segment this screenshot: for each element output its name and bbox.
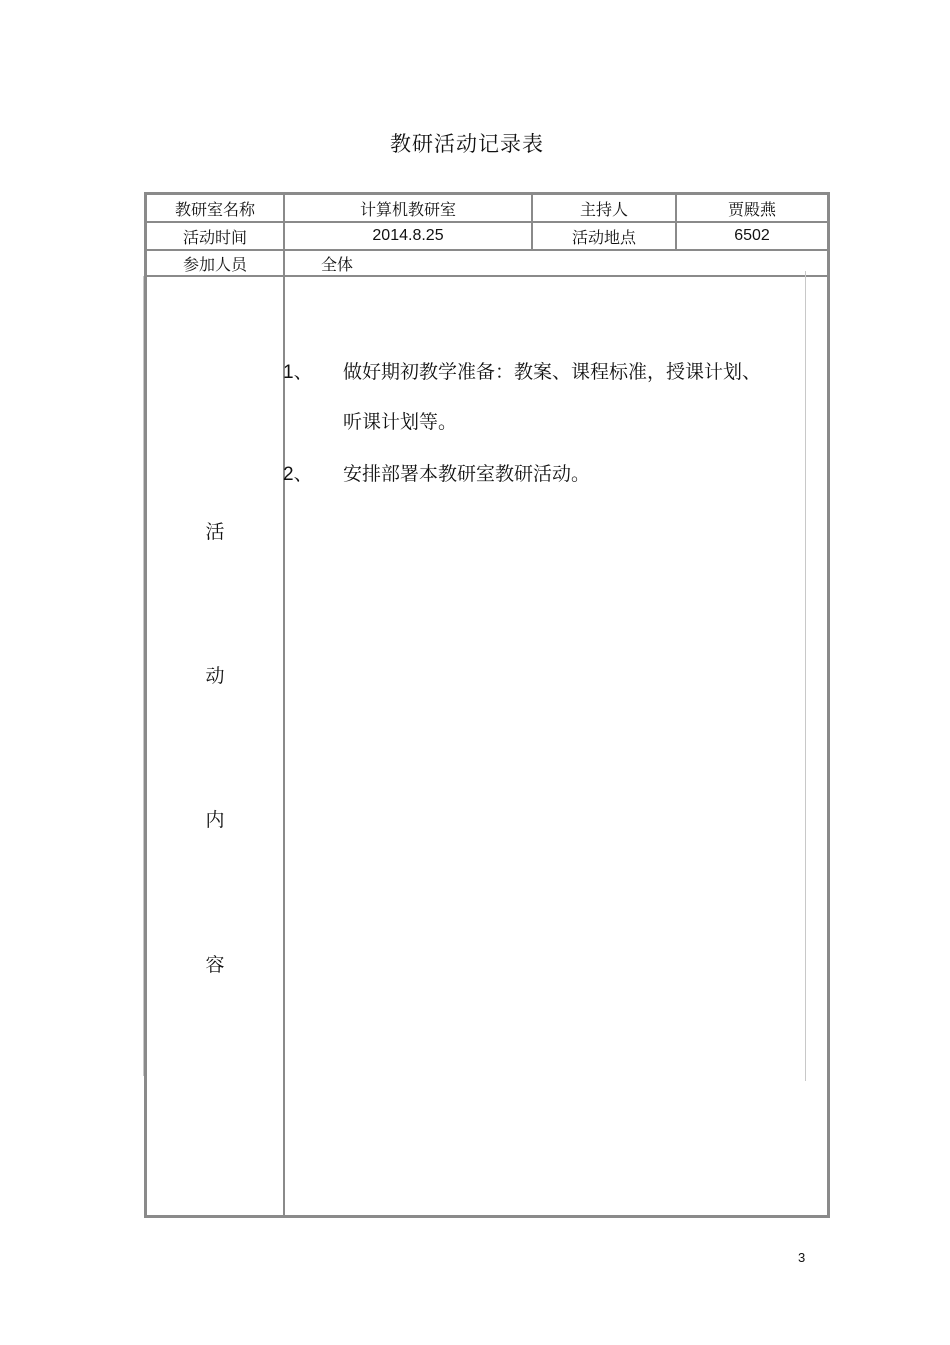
activity-content-label-cell: [146, 276, 284, 1216]
org-name-label: 教研室名称: [146, 194, 284, 222]
activity-location-label: 活动地点: [532, 222, 676, 250]
activity-time-value: 2014.8.25: [284, 222, 532, 250]
side-label-char: 容: [205, 954, 225, 976]
activity-content-cell: [284, 276, 828, 1216]
org-name-value: 计算机教研室: [284, 194, 532, 222]
page-number: 3: [798, 1250, 806, 1265]
item-text-line: 安排部署本教研室教研活动。: [343, 463, 591, 485]
side-label-char: 动: [205, 665, 225, 687]
page-title: 教研活动记录表: [390, 132, 544, 156]
item-text-line: 做好期初教学准备：教案、课程标准，授课计划、: [343, 361, 762, 383]
scan-line: [143, 276, 144, 1076]
record-table: [144, 192, 830, 1218]
host-value: 贾殿燕: [676, 194, 828, 222]
participants-label: 参加人员: [146, 250, 284, 276]
activity-location-value: 6502: [676, 222, 828, 250]
host-label: 主持人: [532, 194, 676, 222]
scan-line: [805, 271, 806, 1081]
side-label-char: 活: [205, 521, 225, 543]
item-number: 2、: [283, 464, 313, 485]
item-text-line: 听课计划等。: [343, 411, 458, 433]
side-label-char: 内: [205, 809, 225, 831]
item-number: 1、: [283, 362, 313, 383]
activity-time-label: 活动时间: [146, 222, 284, 250]
participants-value: 全体: [284, 250, 828, 276]
